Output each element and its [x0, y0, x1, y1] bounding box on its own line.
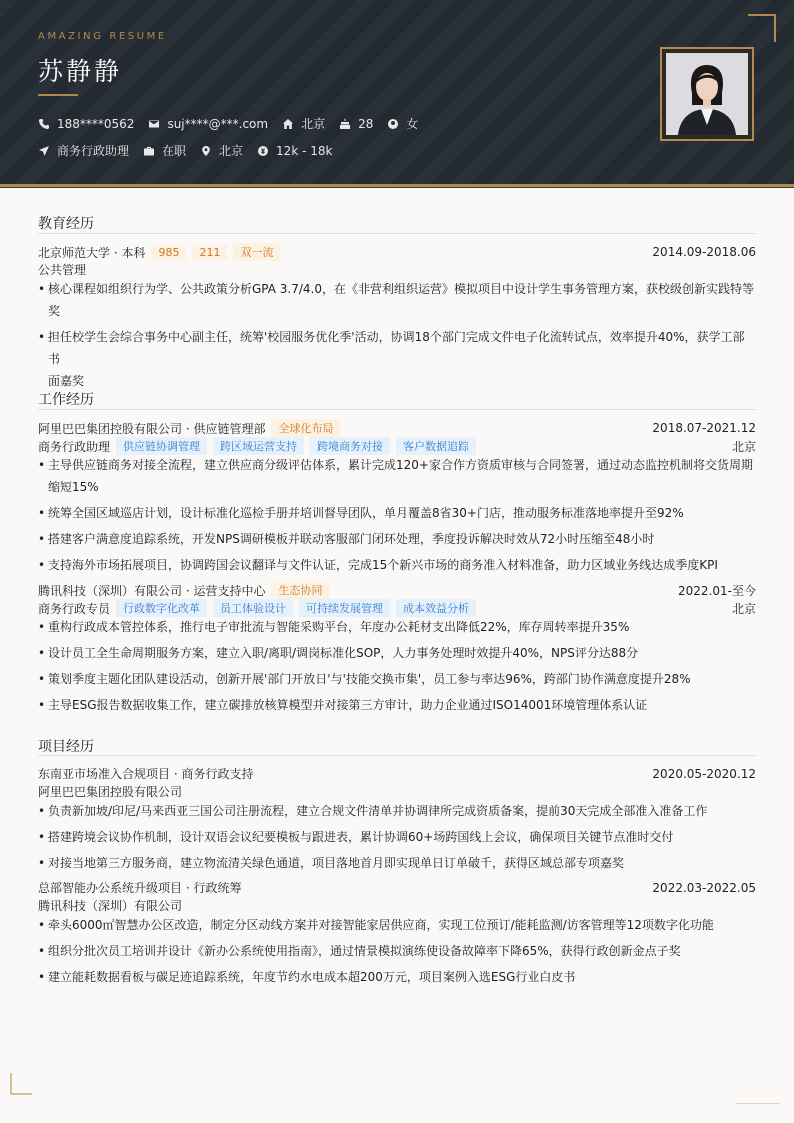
email-text: suj****@***.com	[167, 116, 269, 131]
job-date: 2022.01-至今	[678, 583, 756, 598]
header-divider-shadow	[0, 187, 794, 188]
job-role-line	[38, 599, 756, 617]
target-city-text: 北京	[219, 144, 244, 158]
company-name: 腾讯科技（深圳）有限公司 · 运营支持中心	[38, 583, 266, 598]
project-header	[38, 765, 756, 782]
job-bullet: • 统筹全国区域巡店计划，设计标准化巡检手册并培训督导团队，单月覆盖8省30+门店，推动服务标准落地率提升至92%	[38, 502, 756, 524]
job-bullet: • 搭建客户满意度追踪系统，开发NPS调研模板并联动客服部门闭环处理，季度投诉解决时效从72小时压缩至48小时	[38, 528, 756, 550]
city-text: 北京	[301, 117, 326, 131]
project-name: 东南亚市场准入合规项目 · 商务行政支持	[38, 767, 254, 781]
project-date: 2022.03-2022.05	[652, 880, 756, 895]
job-bullet: • 重构行政成本管控体系，推行电子审批流与智能采购平台，年度办公耗材支出降低22%，库存周转率提升35%	[38, 616, 756, 638]
corner-ornament-bottom-left	[10, 1073, 32, 1095]
job-bullet: • 主导供应链商务对接全流程，建立供应商分级评估体系，累计完成120+家合作方资质审核与合同签署，通过动态监控机制将交货周期 缩短15%	[38, 454, 756, 498]
skill-tag: 供应链协调管理	[116, 437, 207, 455]
send-icon	[38, 145, 50, 157]
location-pin-icon	[200, 145, 212, 157]
project-bullet: • 对接当地第三方服务商，建立物流清关绿色通道，项目落地首月即实现单日订单破千，获得区域总部专项嘉奖	[38, 852, 756, 874]
gender-text: 女	[406, 117, 419, 131]
skill-tag: 行政数字化改革	[116, 599, 207, 617]
section-rule-education	[38, 233, 756, 234]
position-info	[38, 142, 129, 159]
company-name: 阿里巴巴集团控股有限公司 · 供应链管理部	[38, 421, 266, 436]
company-tag: 生态协同	[271, 581, 329, 599]
job-bullet: • 主导ESG报告数据收集工作，建立碳排放核算模型并对接第三方审计，助力企业通过ISO14001环境管理体系认证	[38, 694, 756, 716]
email-info	[148, 117, 268, 131]
project-bullet: • 负责新加坡/印尼/马来西亚三国公司注册流程，建立合规文件清单并协调律所完成资质备案，提前30天完成全部准入准备工作	[38, 800, 756, 822]
age-text: 28	[358, 116, 374, 131]
major-text: 公共管理	[38, 263, 87, 277]
education-bullet: • 担任校学生会综合事务中心副主任，统筹'校园服务优化季'活动，协调18个部门完成文件电子化流转试点，效率提升40%，获学工部书 面嘉奖	[38, 326, 756, 392]
section-rule-work	[38, 409, 756, 410]
phone-icon	[38, 118, 50, 130]
job-header	[38, 581, 756, 599]
city-info	[282, 115, 325, 132]
job-date: 2018.07-2021.12	[652, 421, 756, 435]
skill-tag: 跨境商务对接	[310, 437, 390, 455]
education-header	[38, 243, 756, 261]
salary-text: 12k - 18k	[276, 143, 333, 158]
job-city: 北京	[731, 601, 756, 616]
job-bullet: • 策划季度主题化团队建设活动，创新开展'部门开放日'与'技能交换市集'，员工参与率达96%，跨部门协作满意度提升28%	[38, 668, 756, 690]
corner-ornament-bottom-right	[736, 1103, 780, 1104]
profile-photo-frame	[660, 47, 754, 141]
job-bullet: • 支持海外市场拓展项目，协调跨国会议翻译与文件认证，完成15个新兴市场的商务准入材料准备，助力区域业务线达成季度KPI	[38, 554, 756, 576]
skill-tag: 员工体验设计	[213, 599, 293, 617]
section-rule-projects	[38, 755, 756, 756]
section-title-education: 教育经历	[38, 216, 94, 232]
project-bullet: • 组织分批次员工培训并设计《新办公系统使用指南》，通过情景模拟演练使设备故障率下降65%，获得行政创新金点子奖	[38, 940, 756, 962]
job-intent-row	[38, 142, 346, 159]
project-bullet: • 牵头6000㎡智慧办公区改造，制定分区动线方案并对接智能家居供应商，实现工位预订/能耗监测/访客管理等12项数字化功能	[38, 914, 756, 936]
school-tag: 双一流	[233, 243, 280, 261]
phone-text: 188****0562	[57, 116, 135, 131]
job-city: 北京	[731, 439, 756, 454]
corner-ornament-top-right	[748, 14, 776, 42]
home-icon	[282, 118, 294, 130]
briefcase-icon	[143, 145, 155, 157]
job-header	[38, 419, 756, 437]
school-tag: 985	[151, 245, 186, 260]
name-underline	[38, 94, 78, 96]
education-major	[38, 261, 756, 278]
job-role-line	[38, 437, 756, 455]
project-org-line	[38, 897, 756, 914]
job-bullet: • 设计员工全生命周期服务方案，建立入职/离职/调岗标准化SOP，人力事务处理时效提升40%，NPS评分达88分	[38, 642, 756, 664]
job-role: 商务行政专员	[38, 601, 111, 616]
resume-subtitle: AMAZING RESUME	[38, 31, 167, 42]
project-bullet: • 建立能耗数据看板与碳足迹追踪系统，年度节约水电成本超200万元，项目案例入选ESG行业白皮书	[38, 966, 756, 988]
contact-row	[38, 115, 432, 132]
gender-info	[387, 115, 418, 132]
section-title-work: 工作经历	[38, 392, 94, 408]
company-tag: 全球化布局	[271, 419, 340, 437]
project-bullet: • 搭建跨境会议协作机制，设计双语会议纪要模板与跟进表，累计协调60+场跨国线上会议，确保项目关键节点准时交付	[38, 826, 756, 848]
skill-tag: 客户数据追踪	[396, 437, 476, 455]
skill-tag: 可持续发展管理	[299, 599, 390, 617]
education-bullet: • 核心课程如组织行为学、公共政策分析GPA 3.7/4.0，在《非营利组织运营》模拟项目中设计学生事务管理方案，获校级创新实践特等 奖	[38, 278, 756, 322]
job-role: 商务行政助理	[38, 439, 111, 454]
position-text: 商务行政助理	[57, 144, 130, 158]
project-org: 阿里巴巴集团控股有限公司	[38, 785, 183, 799]
age-info	[339, 117, 373, 131]
project-header	[38, 879, 756, 896]
gender-icon	[387, 118, 399, 130]
project-org: 腾讯科技（深圳）有限公司	[38, 899, 183, 913]
cake-icon	[339, 118, 351, 130]
status-info	[143, 142, 186, 159]
school-tag: 211	[192, 245, 227, 260]
candidate-name: 苏静静	[38, 57, 123, 86]
profile-photo	[666, 53, 748, 135]
money-icon	[257, 145, 269, 157]
education-date: 2014.09-2018.06	[652, 245, 756, 259]
project-org-line	[38, 783, 756, 800]
school-name: 北京师范大学 · 本科	[38, 245, 146, 260]
skill-tag: 成本效益分析	[396, 599, 476, 617]
skill-tag: 跨区域运营支持	[213, 437, 304, 455]
target-city-info	[200, 142, 243, 159]
mail-icon	[148, 118, 160, 130]
section-title-projects: 项目经历	[38, 739, 94, 755]
portrait-illustration	[666, 53, 748, 135]
salary-info	[257, 144, 332, 158]
project-name: 总部智能办公系统升级项目 · 行政统筹	[38, 881, 242, 895]
phone-info	[38, 117, 134, 131]
status-text: 在职	[162, 144, 187, 158]
project-date: 2020.05-2020.12	[652, 766, 756, 781]
